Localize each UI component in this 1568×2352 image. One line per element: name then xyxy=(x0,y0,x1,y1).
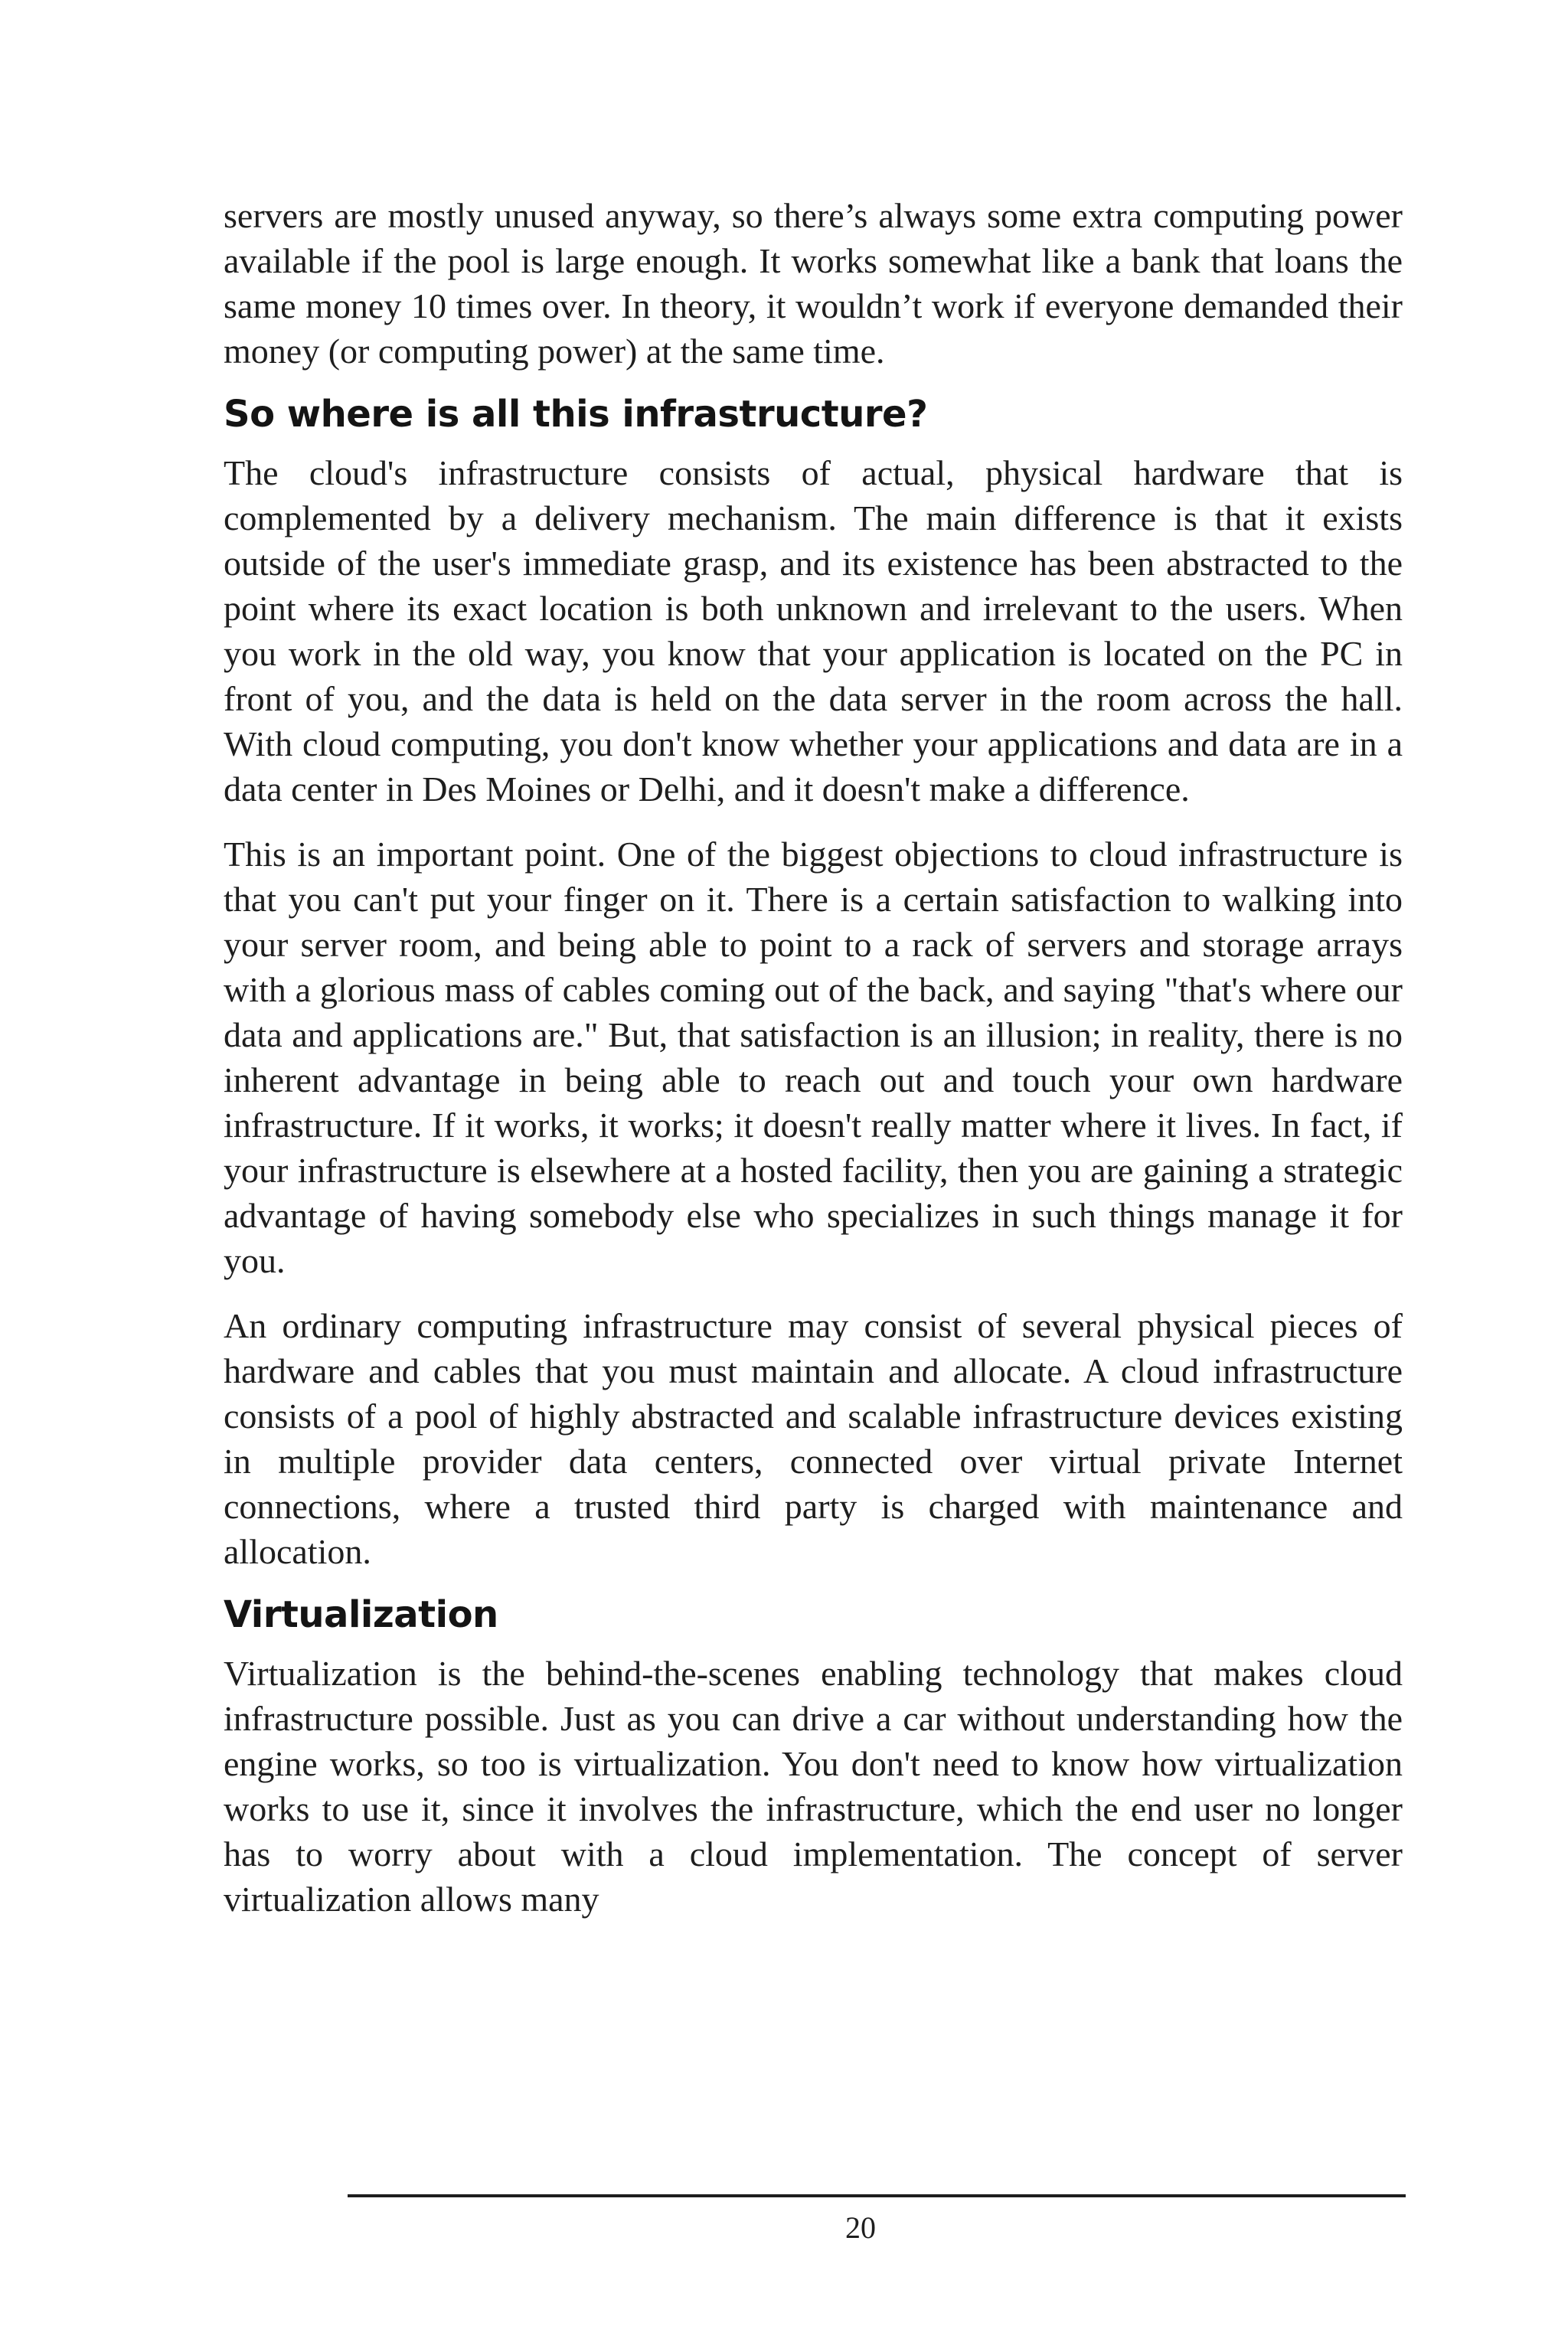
body-paragraph-virtualization: Virtualization is the behind-the-scenes enabling technology that makes cloud infrastructure possible. Just as you can drive a car without understanding how the engine works, so too is virtualization. You don't need to know how virtualization works to use it, since it involves the infrastructure, which the end user no longer has to worry about with a cloud implementation. The concept of server virtualization allows many xyxy=(224,1654,1403,1919)
body-paragraph-intro: servers are mostly unused anyway, so there’s always some extra computing power available if the pool is large enough. It works somewhat like a bank that loans the same money 10 times over. In theory, it wouldn’t work if everyone demanded their money (or computing power) at the same time. xyxy=(224,196,1403,371)
section-heading-infrastructure: So where is all this infrastructure? xyxy=(224,393,928,436)
body-paragraph-infrastructure-2: This is an important point. One of the biggest objections to cloud infrastructure is that you can't put your finger on it. There is a certain satisfaction to walking into your server room, and being able to point to a rack of servers and storage arrays with a glorious mass of cables coming out of the back, and saying "that's where our data and applications are." But, that satisfaction is an illusion; in reality, there is no inherent advantage in being able to reach out and touch your own hardware infrastructure. If it works, it works; it doesn't really matter where it lives. In fact, if your infrastructure is elsewhere at a hosted facility, then you are gaining a strategic advantage of having somebody else who specializes in such things manage it for you. xyxy=(224,835,1403,1280)
body-paragraph-infrastructure-1: The cloud's infrastructure consists of actual, physical hardware that is complemented by a delivery mechanism. The main difference is that it exists outside of the user's immediate grasp, and its existence has been abstracted to the point where its exact location is both unknown and irrelevant to the users. When you work in the old way, you know that your application is located on the PC in front of you, and the data is held on the data server in the room across the hall. With cloud computing, you don't know whether your applications and data are in a data center in Des Moines or Delhi, and it doesn't make a difference. xyxy=(224,453,1403,808)
body-paragraph-infrastructure-3: An ordinary computing infrastructure may consist of several physical pieces of hardware and cables that you must maintain and allocate. A cloud infrastructure consists of a pool of highly abstracted and scalable infrastructure devices existing in multiple provider data centers, connected over virtual private Internet connections, where a trusted third party is charged with maintenance and allocation. xyxy=(224,1306,1403,1571)
section-heading-virtualization: Virtualization xyxy=(224,1593,498,1636)
page-number: 20 xyxy=(845,2210,876,2245)
page-body xyxy=(224,193,1403,1922)
footer-rule xyxy=(348,2194,1406,2197)
